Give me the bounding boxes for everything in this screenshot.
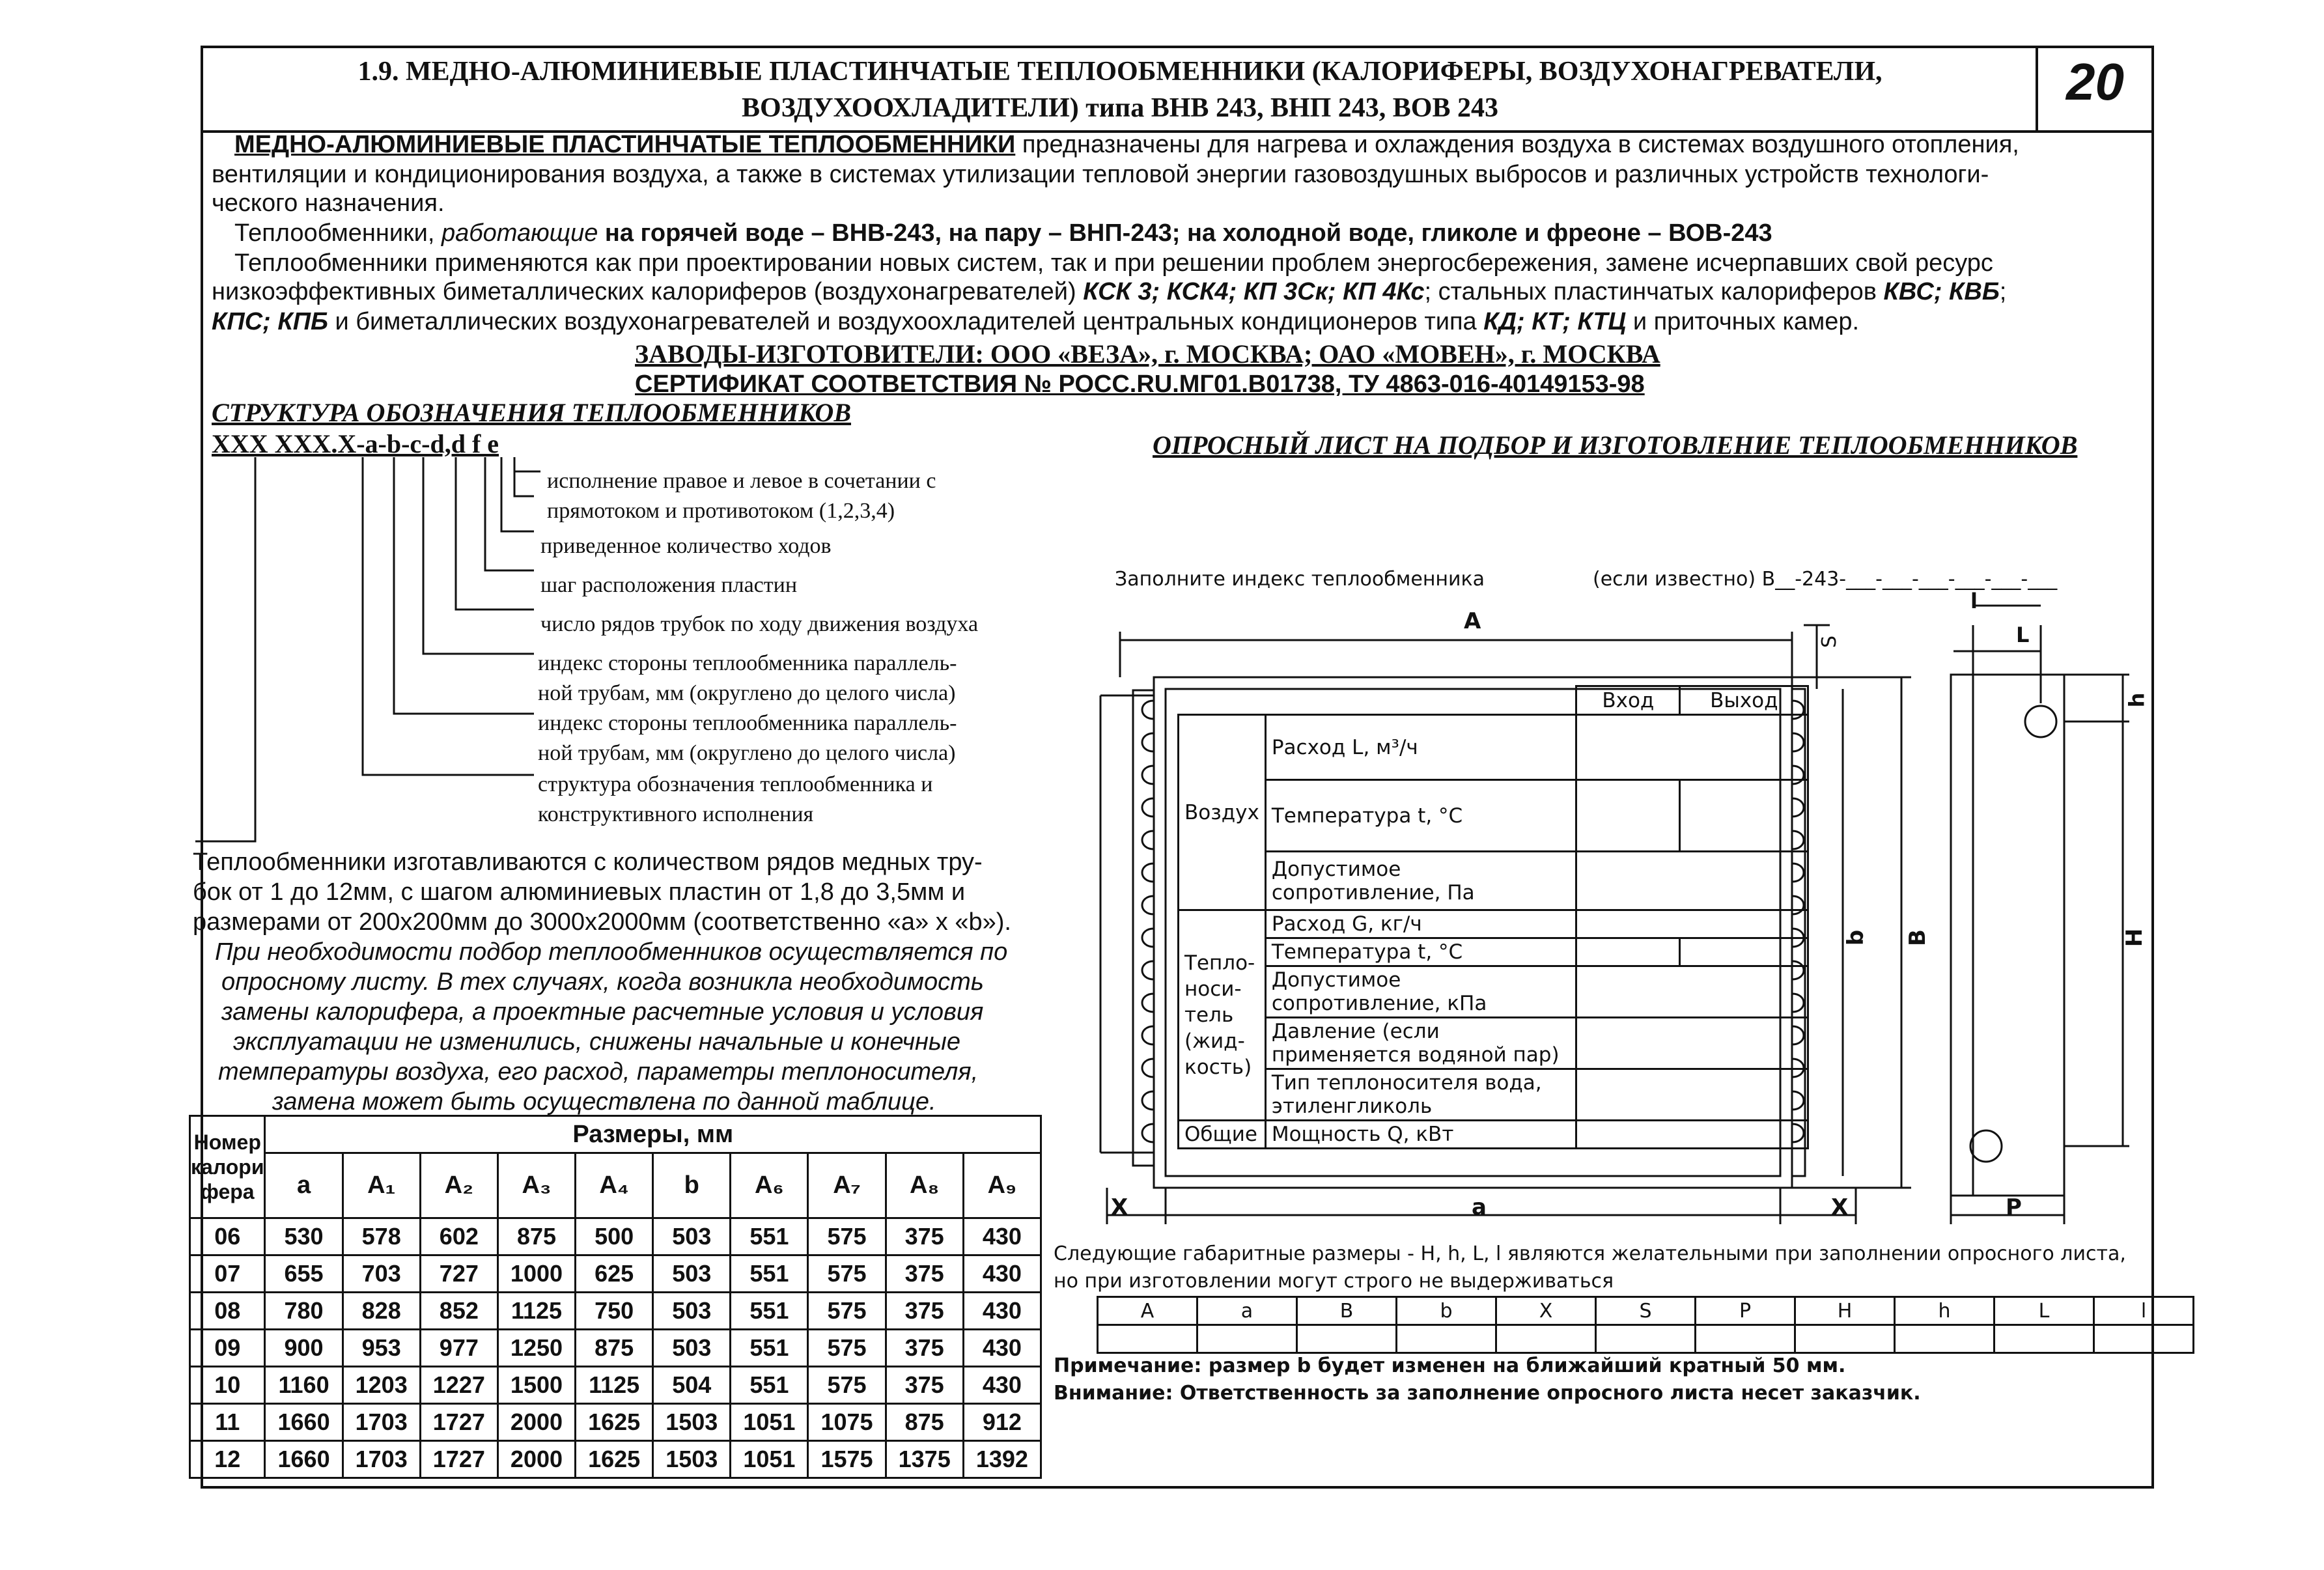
table-cell: 1160: [265, 1367, 343, 1404]
qs-dim-value[interactable]: [1995, 1325, 2094, 1353]
structure-item-x1: структура обозначения теплообменника и: [538, 772, 933, 796]
table-cell: 703: [343, 1255, 420, 1293]
dim-label-X-left: X: [1111, 1194, 1128, 1220]
dim-label-X-right: X: [1831, 1194, 1849, 1220]
table-cell: 1660: [265, 1404, 343, 1441]
form-air-temp-in[interactable]: [1576, 780, 1680, 852]
dims-col-header: A₃: [497, 1153, 575, 1218]
intro-line-6b: КСК 3; КСК4; КП 3Ск; КП 4Кс: [1083, 278, 1425, 305]
coil-loop: [1142, 994, 1154, 1012]
qs-dim-header: H: [1795, 1297, 1895, 1325]
coil-loop: [1142, 929, 1154, 947]
desired-dims-line-2: но при изготовлении могут строго не выдерживаться: [1054, 1270, 1614, 1293]
form-power-value[interactable]: [1576, 1121, 1808, 1149]
qs-dim-value[interactable]: [1297, 1325, 1397, 1353]
table-cell: 578: [343, 1218, 420, 1255]
coil-loops-left: [1142, 701, 1154, 1142]
form-car-pressure: Давление (если применяется водяной пар): [1265, 1018, 1576, 1069]
table-cell: 430: [963, 1293, 1041, 1330]
qs-dim-value[interactable]: [1397, 1325, 1496, 1353]
coil-loop: [1142, 733, 1154, 751]
form-car-type: Тип теплоносителя вода, этиленгликоль: [1265, 1069, 1576, 1121]
dims-col-header: A₈: [886, 1153, 963, 1218]
page-number: 20: [2066, 53, 2124, 111]
table-cell: 1703: [343, 1404, 420, 1441]
dims-col-header: a: [265, 1153, 343, 1218]
form-car-flow: Расход G, кг/ч: [1265, 910, 1576, 938]
dim-label-A: A: [1464, 608, 1481, 634]
form-power: Мощность Q, кВт: [1265, 1121, 1576, 1149]
table-cell: 1575: [808, 1441, 886, 1478]
table-cell: 430: [963, 1218, 1041, 1255]
row-number-cell: 10: [190, 1367, 265, 1404]
intro-lead: МЕДНО-АЛЮМИНИЕВЫЕ ПЛАСТИНЧАТЫЕ ТЕПЛООБМЕННИКИ: [234, 131, 1016, 158]
table-cell: 1250: [497, 1330, 575, 1367]
table-cell: 852: [420, 1293, 497, 1330]
intro-line-6c: ; стальных пластинчатых калориферов: [1424, 278, 1884, 305]
intro-line-2: вентиляции и кондиционирования воздуха, а также в системах утилизации тепловой энергии газовоздушных выбросов и различных устройств технологи-: [212, 161, 1989, 188]
table-cell: 575: [808, 1218, 886, 1255]
table-cell: 1703: [343, 1441, 420, 1478]
dims-col-header: b: [653, 1153, 731, 1218]
dim-label-L: L: [2016, 623, 2030, 647]
table-cell: 2000: [497, 1441, 575, 1478]
table-cell: 575: [808, 1293, 886, 1330]
table-cell: 1203: [343, 1367, 420, 1404]
qs-dim-header: P: [1696, 1297, 1795, 1325]
coil-loop: [1142, 896, 1154, 914]
coil-loop: [1142, 766, 1154, 784]
coil-loop: [1142, 961, 1154, 979]
form-air-temp: Температура t, °C: [1265, 780, 1576, 852]
dim-label-a: a: [1472, 1194, 1487, 1220]
dim-label-P: P: [2006, 1194, 2022, 1220]
desired-dims-line-1: Следующие габаритные размеры - H, h, L, l являются желательными при заполнении опросного листа,: [1054, 1242, 2126, 1265]
table-cell: 375: [886, 1293, 963, 1330]
form-car-temp: Температура t, °C: [1265, 938, 1576, 966]
table-cell: 1500: [497, 1367, 575, 1404]
table-cell: 551: [731, 1293, 808, 1330]
table-cell: 875: [886, 1404, 963, 1441]
form-air-flow-value[interactable]: [1576, 715, 1808, 780]
table-cell: 375: [886, 1367, 963, 1404]
fill-index-label: Заполните индекс теплообменника: [1115, 568, 1485, 591]
form-general-label: Общие: [1179, 1121, 1266, 1149]
form-car-pressure-value[interactable]: [1576, 1018, 1808, 1069]
structure-item-f: приведенное количество ходов: [540, 534, 832, 558]
table-cell: 504: [653, 1367, 731, 1404]
table-cell: 2000: [497, 1404, 575, 1441]
form-air-label: Воздух: [1179, 715, 1266, 910]
row-number-cell: 12: [190, 1441, 265, 1478]
table-cell: 375: [886, 1330, 963, 1367]
table-cell: 575: [808, 1255, 886, 1293]
qs-dim-value[interactable]: [1496, 1325, 1596, 1353]
intro-line-3: ческого назначения.: [212, 189, 445, 217]
intro-line-4c: на горячей воде – ВНВ-243, на пару – ВНП-243; на холодной воде, гликоле и фреоне – ВОВ-243: [598, 219, 1772, 247]
intro-line-7a: КПС; КПБ: [212, 308, 328, 335]
form-air-temp-out[interactable]: [1680, 780, 1808, 852]
table-cell: 551: [731, 1218, 808, 1255]
table-cell: 430: [963, 1367, 1041, 1404]
title-line-1: 1.9. МЕДНО-АЛЮМИНИЕВЫЕ ПЛАСТИНЧАТЫЕ ТЕПЛООБМЕННИКИ (КАЛОРИФЕРЫ, ВОЗДУХОНАГРЕВАТЕЛИ,: [357, 57, 1883, 87]
table-cell: 375: [886, 1255, 963, 1293]
col-number: Номер калори фера: [190, 1116, 265, 1218]
form-air-flow: Расход L, м³/ч: [1265, 715, 1576, 780]
if-known-label: (если известно) В__-243-___-___-___-___-___-___: [1593, 568, 2058, 591]
dim-label-l: l: [1970, 589, 1978, 613]
dims-col-header: A₁: [343, 1153, 420, 1218]
coil-loop: [1142, 1059, 1154, 1077]
table-cell: 1625: [576, 1441, 653, 1478]
table-cell: 875: [576, 1330, 653, 1367]
intro-line-4a: Теплообменники,: [234, 219, 442, 247]
table-cell: 503: [653, 1255, 731, 1293]
qs-dim-value[interactable]: [1895, 1325, 1995, 1353]
structure-item-x2: конструктивного исполнения: [538, 802, 814, 826]
coil-loop: [1142, 1091, 1154, 1110]
table-cell: 900: [265, 1330, 343, 1367]
questionnaire-dims-table: [1097, 1296, 2194, 1354]
table-cell: 551: [731, 1330, 808, 1367]
table-cell: 1051: [731, 1441, 808, 1478]
dim-label-H: H: [2121, 928, 2148, 947]
table-cell: 1660: [265, 1441, 343, 1478]
table-cell: 575: [808, 1367, 886, 1404]
qs-dim-header: h: [1895, 1297, 1995, 1325]
intro-line-5: Теплообменники применяются как при проектировании новых систем, так и при решении проблем энергосбережения, замене исчерпавших свой ресурс: [234, 249, 1993, 277]
dims-col-header: A₉: [963, 1153, 1041, 1218]
row-number-cell: 06: [190, 1218, 265, 1255]
dim-label-S: S: [1818, 635, 1841, 649]
questionnaire-warning: Внимание: Ответственность за заполнение опросного листа несет заказчик.: [1054, 1382, 1921, 1405]
qs-dim-value[interactable]: [1098, 1325, 1197, 1353]
qs-dim-header: S: [1596, 1297, 1696, 1325]
table-cell: 1503: [653, 1441, 731, 1478]
structure-item-b1: индекс стороны теплообменника параллель-: [538, 651, 957, 675]
coil-loop: [1142, 798, 1154, 817]
form-car-resist-value[interactable]: [1576, 966, 1808, 1018]
intro-line-1-rest: предназначены для нагрева и охлаждения воздуха в системах воздушного отопления,: [1015, 131, 2019, 158]
qs-dim-header: A: [1098, 1297, 1197, 1325]
production-line-9: замена может быть осуществлена по данной таблице.: [272, 1088, 936, 1115]
table-cell: 1625: [576, 1404, 653, 1441]
questionnaire-form: [1177, 685, 1809, 1149]
table-cell: 430: [963, 1255, 1041, 1293]
form-car-temp-out[interactable]: [1680, 938, 1808, 966]
production-line-1: Теплообменники изготавливаются с количеством рядов медных тру-: [193, 848, 983, 876]
structure-item-e2: прямотоком и противотоком (1,2,3,4): [547, 499, 895, 523]
row-number-cell: 11: [190, 1404, 265, 1441]
table-cell: 503: [653, 1218, 731, 1255]
qs-dim-value[interactable]: [1795, 1325, 1895, 1353]
form-carrier-label: Тепло- носи- тель (жид- кость): [1179, 910, 1266, 1121]
production-line-8: температуры воздуха, его расход, параметры теплоносителя,: [218, 1058, 979, 1086]
table-cell: 503: [653, 1330, 731, 1367]
col-group-sizes: Размеры, мм: [265, 1116, 1041, 1153]
production-line-2: бок от 1 до 12мм, с шагом алюминиевых пластин от 1,8 до 3,5мм и: [193, 878, 966, 906]
table-cell: 1125: [497, 1293, 575, 1330]
structure-item-e1: исполнение правое и левое в сочетании с: [547, 469, 936, 493]
qs-dim-value[interactable]: [1596, 1325, 1696, 1353]
row-number-cell: 09: [190, 1330, 265, 1367]
table-cell: 977: [420, 1330, 497, 1367]
intro-line-7d: и приточных камер.: [1626, 308, 1860, 335]
structure-item-c: число рядов трубок по ходу движения воздуха: [540, 612, 979, 636]
table-cell: 1227: [420, 1367, 497, 1404]
form-air-resist-value[interactable]: [1576, 852, 1808, 910]
production-line-3: размерами от 200x200мм до 3000x2000мм (соответственно «a» x «b»).: [193, 908, 1011, 936]
table-cell: 602: [420, 1218, 497, 1255]
table-cell: 430: [963, 1330, 1041, 1367]
table-cell: 953: [343, 1330, 420, 1367]
qs-dim-header: a: [1197, 1297, 1297, 1325]
dims-col-header: A₂: [420, 1153, 497, 1218]
intro-line-4b: работающие: [441, 219, 598, 247]
table-cell: 750: [576, 1293, 653, 1330]
intro-line-6e: ;: [1999, 278, 2007, 305]
table-cell: 1727: [420, 1441, 497, 1478]
table-cell: 551: [731, 1367, 808, 1404]
table-cell: 503: [653, 1293, 731, 1330]
table-cell: 912: [963, 1404, 1041, 1441]
structure-code: XXX XXX.X-a-b-c-d,d f e: [212, 429, 499, 458]
table-cell: 1125: [576, 1367, 653, 1404]
title-line-2: ВОЗДУХООХЛАДИТЕЛИ) типа ВНВ 243, ВНП 243, ВОВ 243: [742, 93, 1498, 123]
production-line-7: эксплуатации не изменились, снижены начальные и конечные: [233, 1028, 960, 1056]
coil-loop: [1142, 863, 1154, 882]
table-cell: 727: [420, 1255, 497, 1293]
form-car-flow-value[interactable]: [1576, 910, 1808, 938]
table-cell: 500: [576, 1218, 653, 1255]
dims-col-header: A₇: [808, 1153, 886, 1218]
table-cell: 1000: [497, 1255, 575, 1293]
row-number-cell: 07: [190, 1255, 265, 1293]
table-cell: 1392: [963, 1441, 1041, 1478]
qs-dim-header: L: [1995, 1297, 2094, 1325]
intro-line-6d: КВС; КВБ: [1883, 278, 2000, 305]
table-cell: 1375: [886, 1441, 963, 1478]
form-in-header: Вход: [1576, 686, 1680, 715]
table-cell: 1503: [653, 1404, 731, 1441]
dim-label-b: b: [1843, 929, 1869, 946]
form-air-resist: Допустимое сопротивление, Па: [1265, 852, 1576, 910]
form-car-type-value[interactable]: [1576, 1069, 1808, 1121]
table-cell: 1075: [808, 1404, 886, 1441]
table-cell: 1727: [420, 1404, 497, 1441]
qs-dim-value[interactable]: [2094, 1325, 2194, 1353]
production-line-6: замены калорифера, а проектные расчетные условия и условия: [221, 998, 984, 1026]
table-cell: 1051: [731, 1404, 808, 1441]
dim-label-B: B: [1904, 929, 1931, 946]
dim-label-h: h: [2124, 692, 2149, 708]
coil-loop: [1142, 831, 1154, 849]
coil-loop: [1142, 1026, 1154, 1044]
qs-dim-header: X: [1496, 1297, 1596, 1325]
table-cell: 575: [808, 1330, 886, 1367]
structure-item-a2: ной трубам, мм (округлено до целого числа): [538, 741, 956, 765]
dims-col-header: A₄: [576, 1153, 653, 1218]
coil-loop: [1142, 1124, 1154, 1142]
structure-item-a1: индекс стороны теплообменника параллель-: [538, 711, 957, 735]
intro-line-7c: КД; КТ; КТЦ: [1483, 308, 1627, 335]
certificate: СЕРТИФИКАТ СООТВЕТСТВИЯ № РОСС.RU.МГ01.B01738, ТУ 4863-016-40149153-98: [635, 371, 1645, 398]
intro-line-6a: низкоэффективных биметаллических калориферов (воздухонагревателей): [212, 278, 1084, 305]
structure-heading: СТРУКТУРА ОБОЗНАЧЕНИЯ ТЕПЛООБМЕННИКОВ: [212, 398, 851, 427]
table-cell: 780: [265, 1293, 343, 1330]
table-cell: 530: [265, 1218, 343, 1255]
dims-col-header: A₆: [731, 1153, 808, 1218]
form-out-header: Выход: [1680, 686, 1808, 715]
qs-dim-value[interactable]: [1696, 1325, 1795, 1353]
qs-dim-header: B: [1297, 1297, 1397, 1325]
structure-item-b2: ной трубам, мм (округлено до целого числа): [538, 681, 956, 705]
manufacturers: ЗАВОДЫ-ИЗГОТОВИТЕЛИ: ООО «ВЕЗА», г. МОСКВА; ОАО «МОВЕН», г. МОСКВА: [635, 339, 1660, 369]
table-cell: 375: [886, 1218, 963, 1255]
coil-loop: [1142, 701, 1154, 719]
questionnaire-heading: ОПРОСНЫЙ ЛИСТ НА ПОДБОР И ИЗГОТОВЛЕНИЕ ТЕПЛООБМЕННИКОВ: [1153, 430, 2078, 460]
table-cell: 551: [731, 1255, 808, 1293]
structure-item-d: шаг расположения пластин: [540, 573, 798, 597]
form-car-temp-in[interactable]: [1576, 938, 1680, 966]
production-line-4: При необходимости подбор теплообменников осуществляется по: [215, 938, 1008, 966]
table-cell: 655: [265, 1255, 343, 1293]
form-car-resist: Допустимое сопротивление, кПа: [1265, 966, 1576, 1018]
table-cell: 828: [343, 1293, 420, 1330]
qs-dim-header: l: [2094, 1297, 2194, 1325]
row-number-cell: 08: [190, 1293, 265, 1330]
intro-line-7b: и биметаллических воздухонагревателей и воздухоохладителей центральных кондиционеров типа: [328, 308, 1484, 335]
qs-dim-header: b: [1397, 1297, 1496, 1325]
table-cell: 875: [497, 1218, 575, 1255]
questionnaire-note: Примечание: размер b будет изменен на ближайший кратный 50 мм.: [1054, 1354, 1846, 1377]
table-cell: 625: [576, 1255, 653, 1293]
production-line-5: опросному листу. В тех случаях, когда возникла необходимость: [221, 968, 984, 996]
qs-dim-value[interactable]: [1197, 1325, 1297, 1353]
